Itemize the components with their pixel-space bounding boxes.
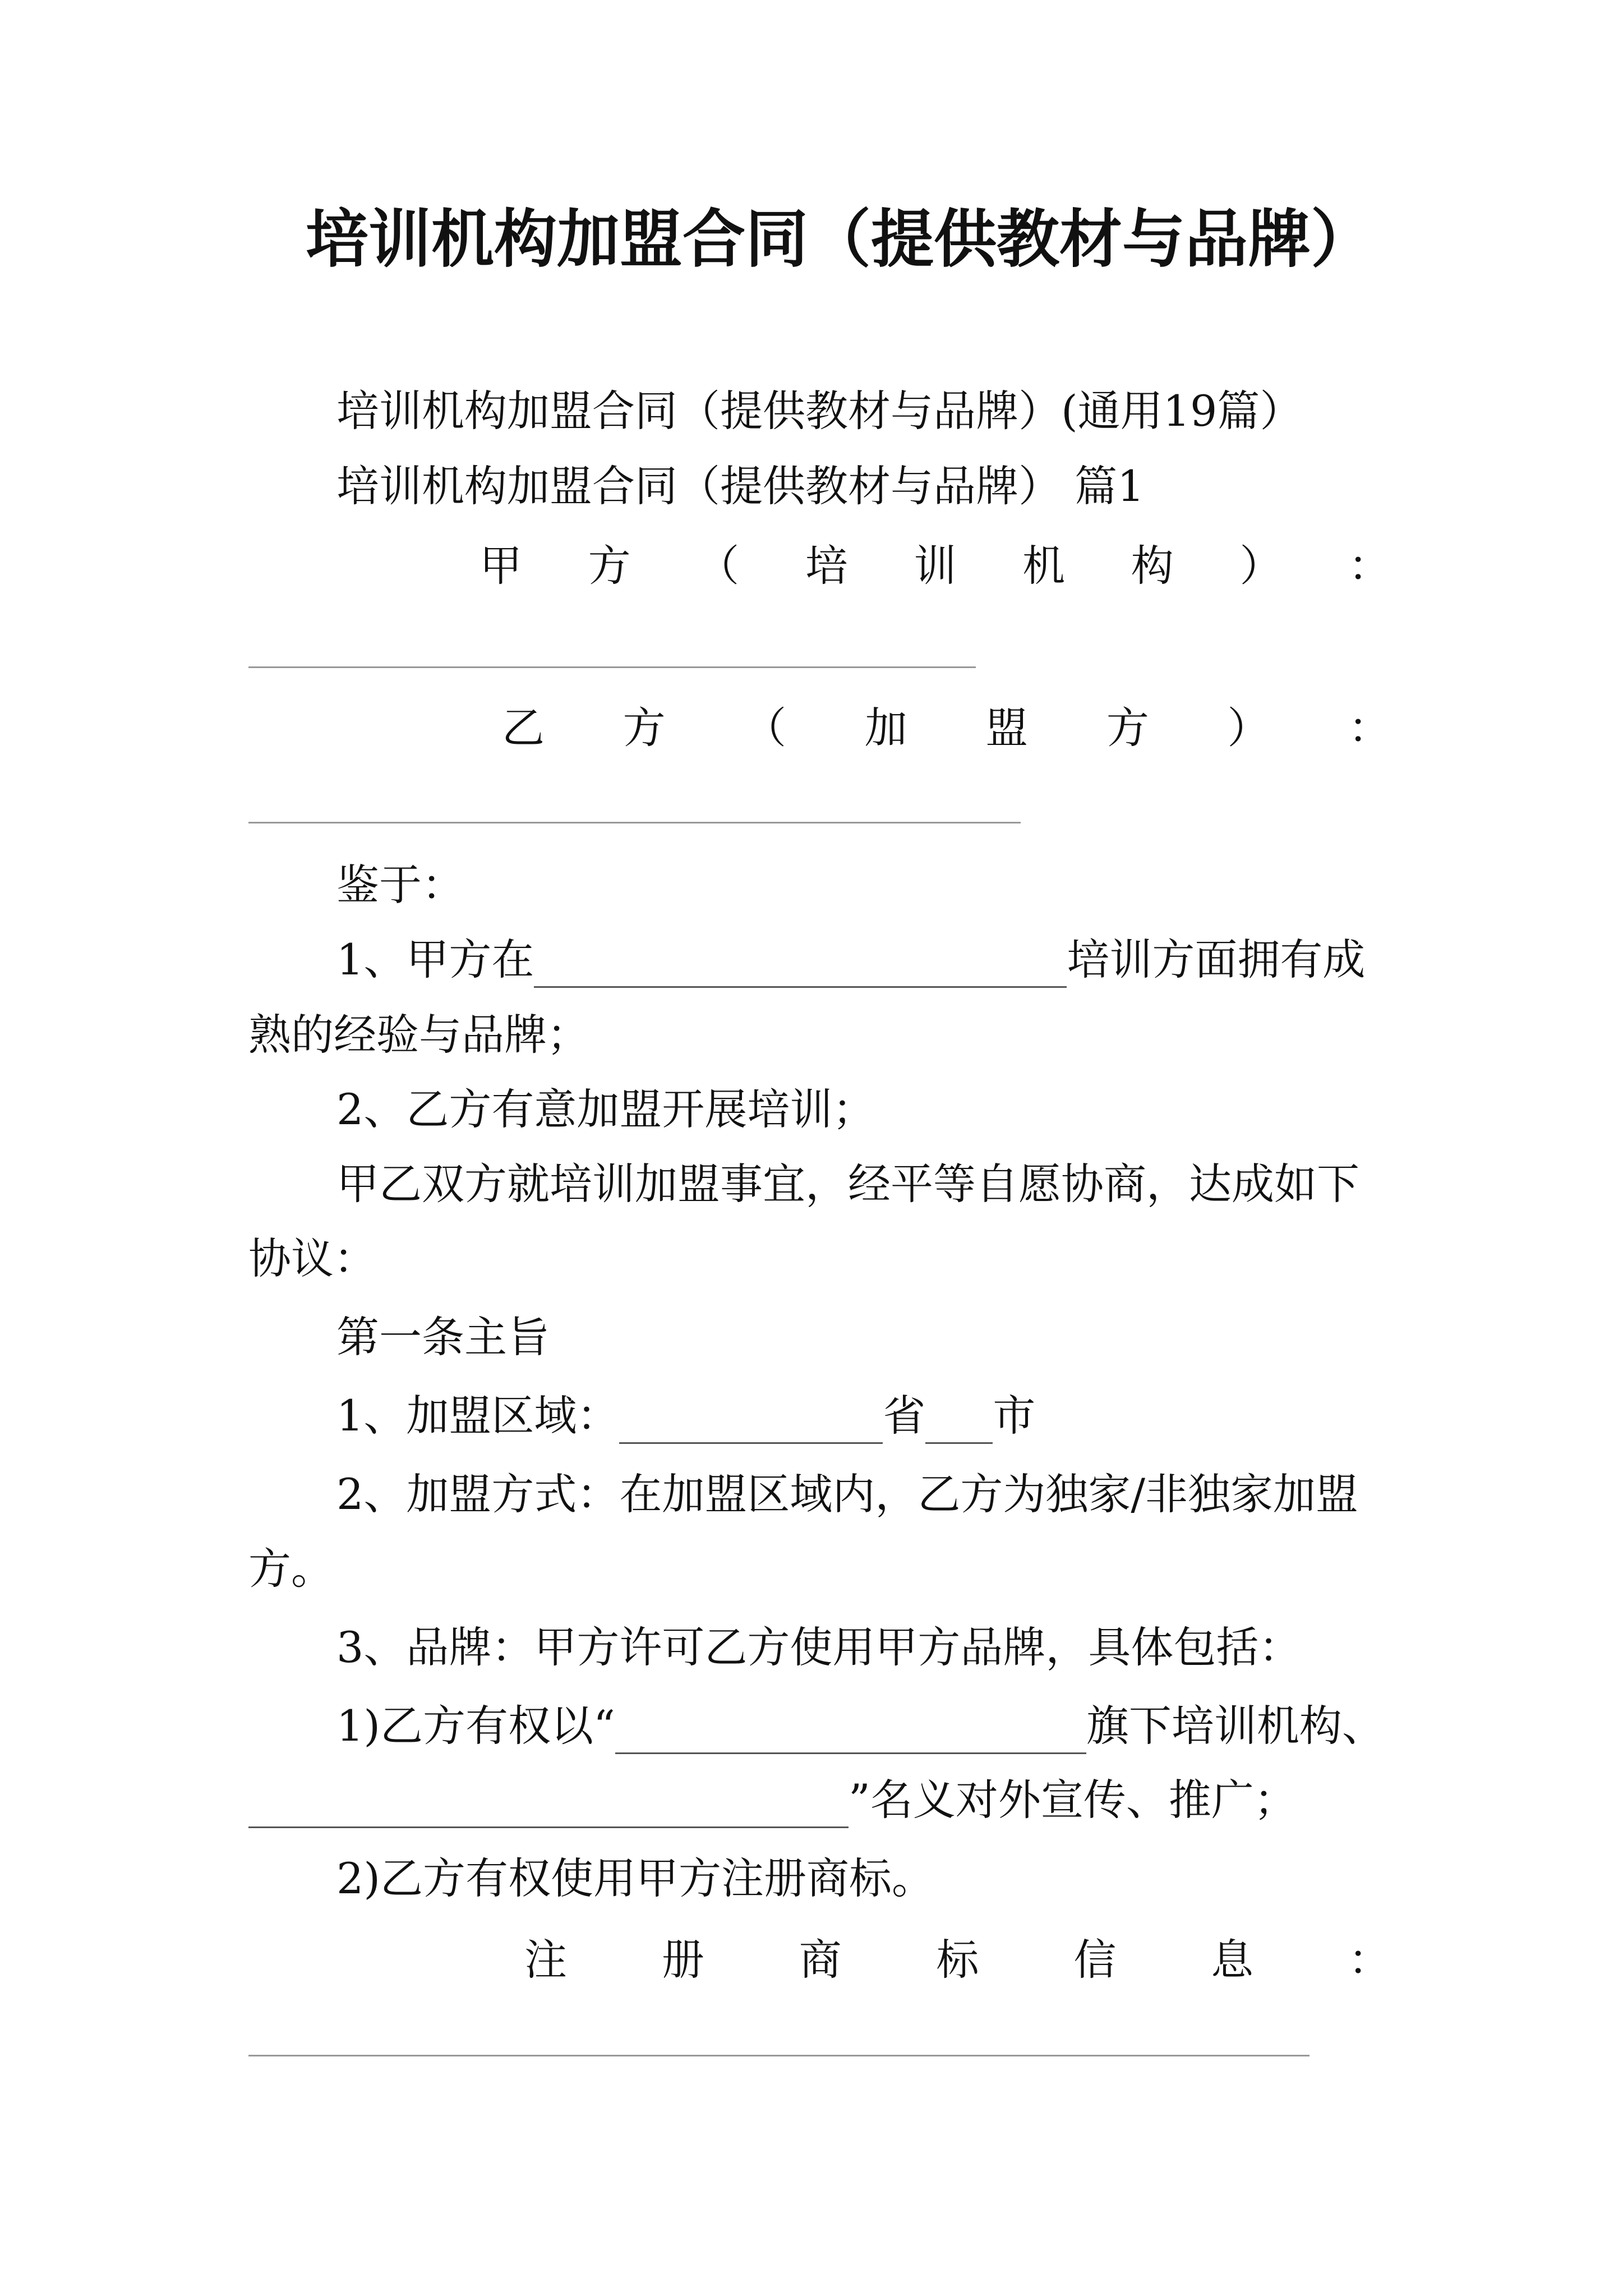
brand-line: 3、品牌：甲方许可乙方使用甲方品牌，具体包括： <box>336 1622 1302 1672</box>
party-b-char: ） <box>1227 703 1270 753</box>
item1-prefix: 1、甲方在 <box>336 935 534 984</box>
party-b-char: 方 <box>1106 703 1149 753</box>
franchise-region <box>336 1388 1035 1444</box>
whereas-item-1 <box>336 932 1365 988</box>
whereas-item-2: 2、乙方有意加盟开展培训； <box>336 1084 875 1134</box>
subtitle-article: 培训机构加盟合同（提供教材与品牌） 篇1 <box>336 461 1145 511</box>
item1-suffix: 培训方面拥有成 <box>1067 935 1366 984</box>
trademark-info-label <box>524 1932 1391 1988</box>
party-a-char: 构 <box>1131 541 1174 591</box>
item1-blank <box>534 947 1067 988</box>
party-b-char: 加 <box>864 703 907 753</box>
party-a-char: 甲 <box>479 541 522 591</box>
party-a-char: ） <box>1239 541 1283 591</box>
region-city-blank <box>925 1403 993 1444</box>
party-b-label <box>502 700 1391 756</box>
party-b-char: 乙 <box>502 703 545 753</box>
trademark-char: 息 <box>1211 1935 1254 1985</box>
region-prefix: 1、加盟区域： <box>336 1391 620 1441</box>
trademark-info-blank <box>248 2055 1310 2056</box>
region-province-blank <box>619 1403 883 1444</box>
document-title: 培训机构加盟合同（提供教材与品牌） <box>306 203 1373 276</box>
party-b-char: 方 <box>623 703 666 753</box>
party-a-char: 训 <box>914 541 957 591</box>
party-b-char: 盟 <box>985 703 1029 753</box>
franchise-mode-line-2: 方。 <box>248 1544 334 1594</box>
agreement-line-1: 甲乙双方就培训加盟事宜，经平等自愿协商，达成如下 <box>336 1159 1359 1209</box>
trademark-char: ： <box>1348 1935 1391 1985</box>
section-1-title: 第一条主旨 <box>336 1312 550 1362</box>
party-b-char: ： <box>1348 703 1391 753</box>
brand1-blank <box>615 1713 1086 1754</box>
whereas-heading: 鉴于： <box>336 860 464 910</box>
party-a-char: 机 <box>1022 541 1066 591</box>
brand1-cont: ”名义对外宣传、推广； <box>849 1775 1297 1825</box>
trademark-char: 商 <box>799 1935 842 1985</box>
brand-item-2: 2)乙方有权使用甲方注册商标。 <box>336 1853 935 1903</box>
region-province: 省 <box>883 1391 926 1441</box>
party-a-blank <box>248 666 976 668</box>
party-b-char: （ <box>744 703 787 753</box>
region-city: 市 <box>993 1391 1036 1441</box>
party-a-char: ： <box>1348 541 1391 591</box>
party-a-label <box>479 538 1391 594</box>
brand1-prefix: 1)乙方有权以“ <box>336 1701 615 1751</box>
party-b-blank <box>248 822 1021 823</box>
agreement-line-2: 协议： <box>248 1234 376 1283</box>
trademark-char: 册 <box>661 1935 704 1985</box>
brand-item-1-cont <box>248 1772 1297 1828</box>
trademark-char: 信 <box>1073 1935 1117 1985</box>
brand1-cont-blank <box>248 1787 849 1828</box>
trademark-char: 注 <box>524 1935 567 1985</box>
brand-item-1 <box>336 1698 1385 1754</box>
franchise-mode-line-1: 2、加盟方式：在加盟区域内，乙方为独家/非独家加盟 <box>336 1469 1358 1519</box>
party-a-char: 方 <box>588 541 631 591</box>
whereas-item-1-cont: 熟的经验与品牌； <box>248 1010 589 1060</box>
party-a-char: （ <box>697 541 740 591</box>
party-a-char: 培 <box>805 541 848 591</box>
subtitle-general: 培训机构加盟合同（提供教材与品牌）(通用19篇） <box>336 386 1303 436</box>
trademark-char: 标 <box>936 1935 979 1985</box>
brand1-suffix: 旗下培训机构、 <box>1086 1701 1385 1751</box>
